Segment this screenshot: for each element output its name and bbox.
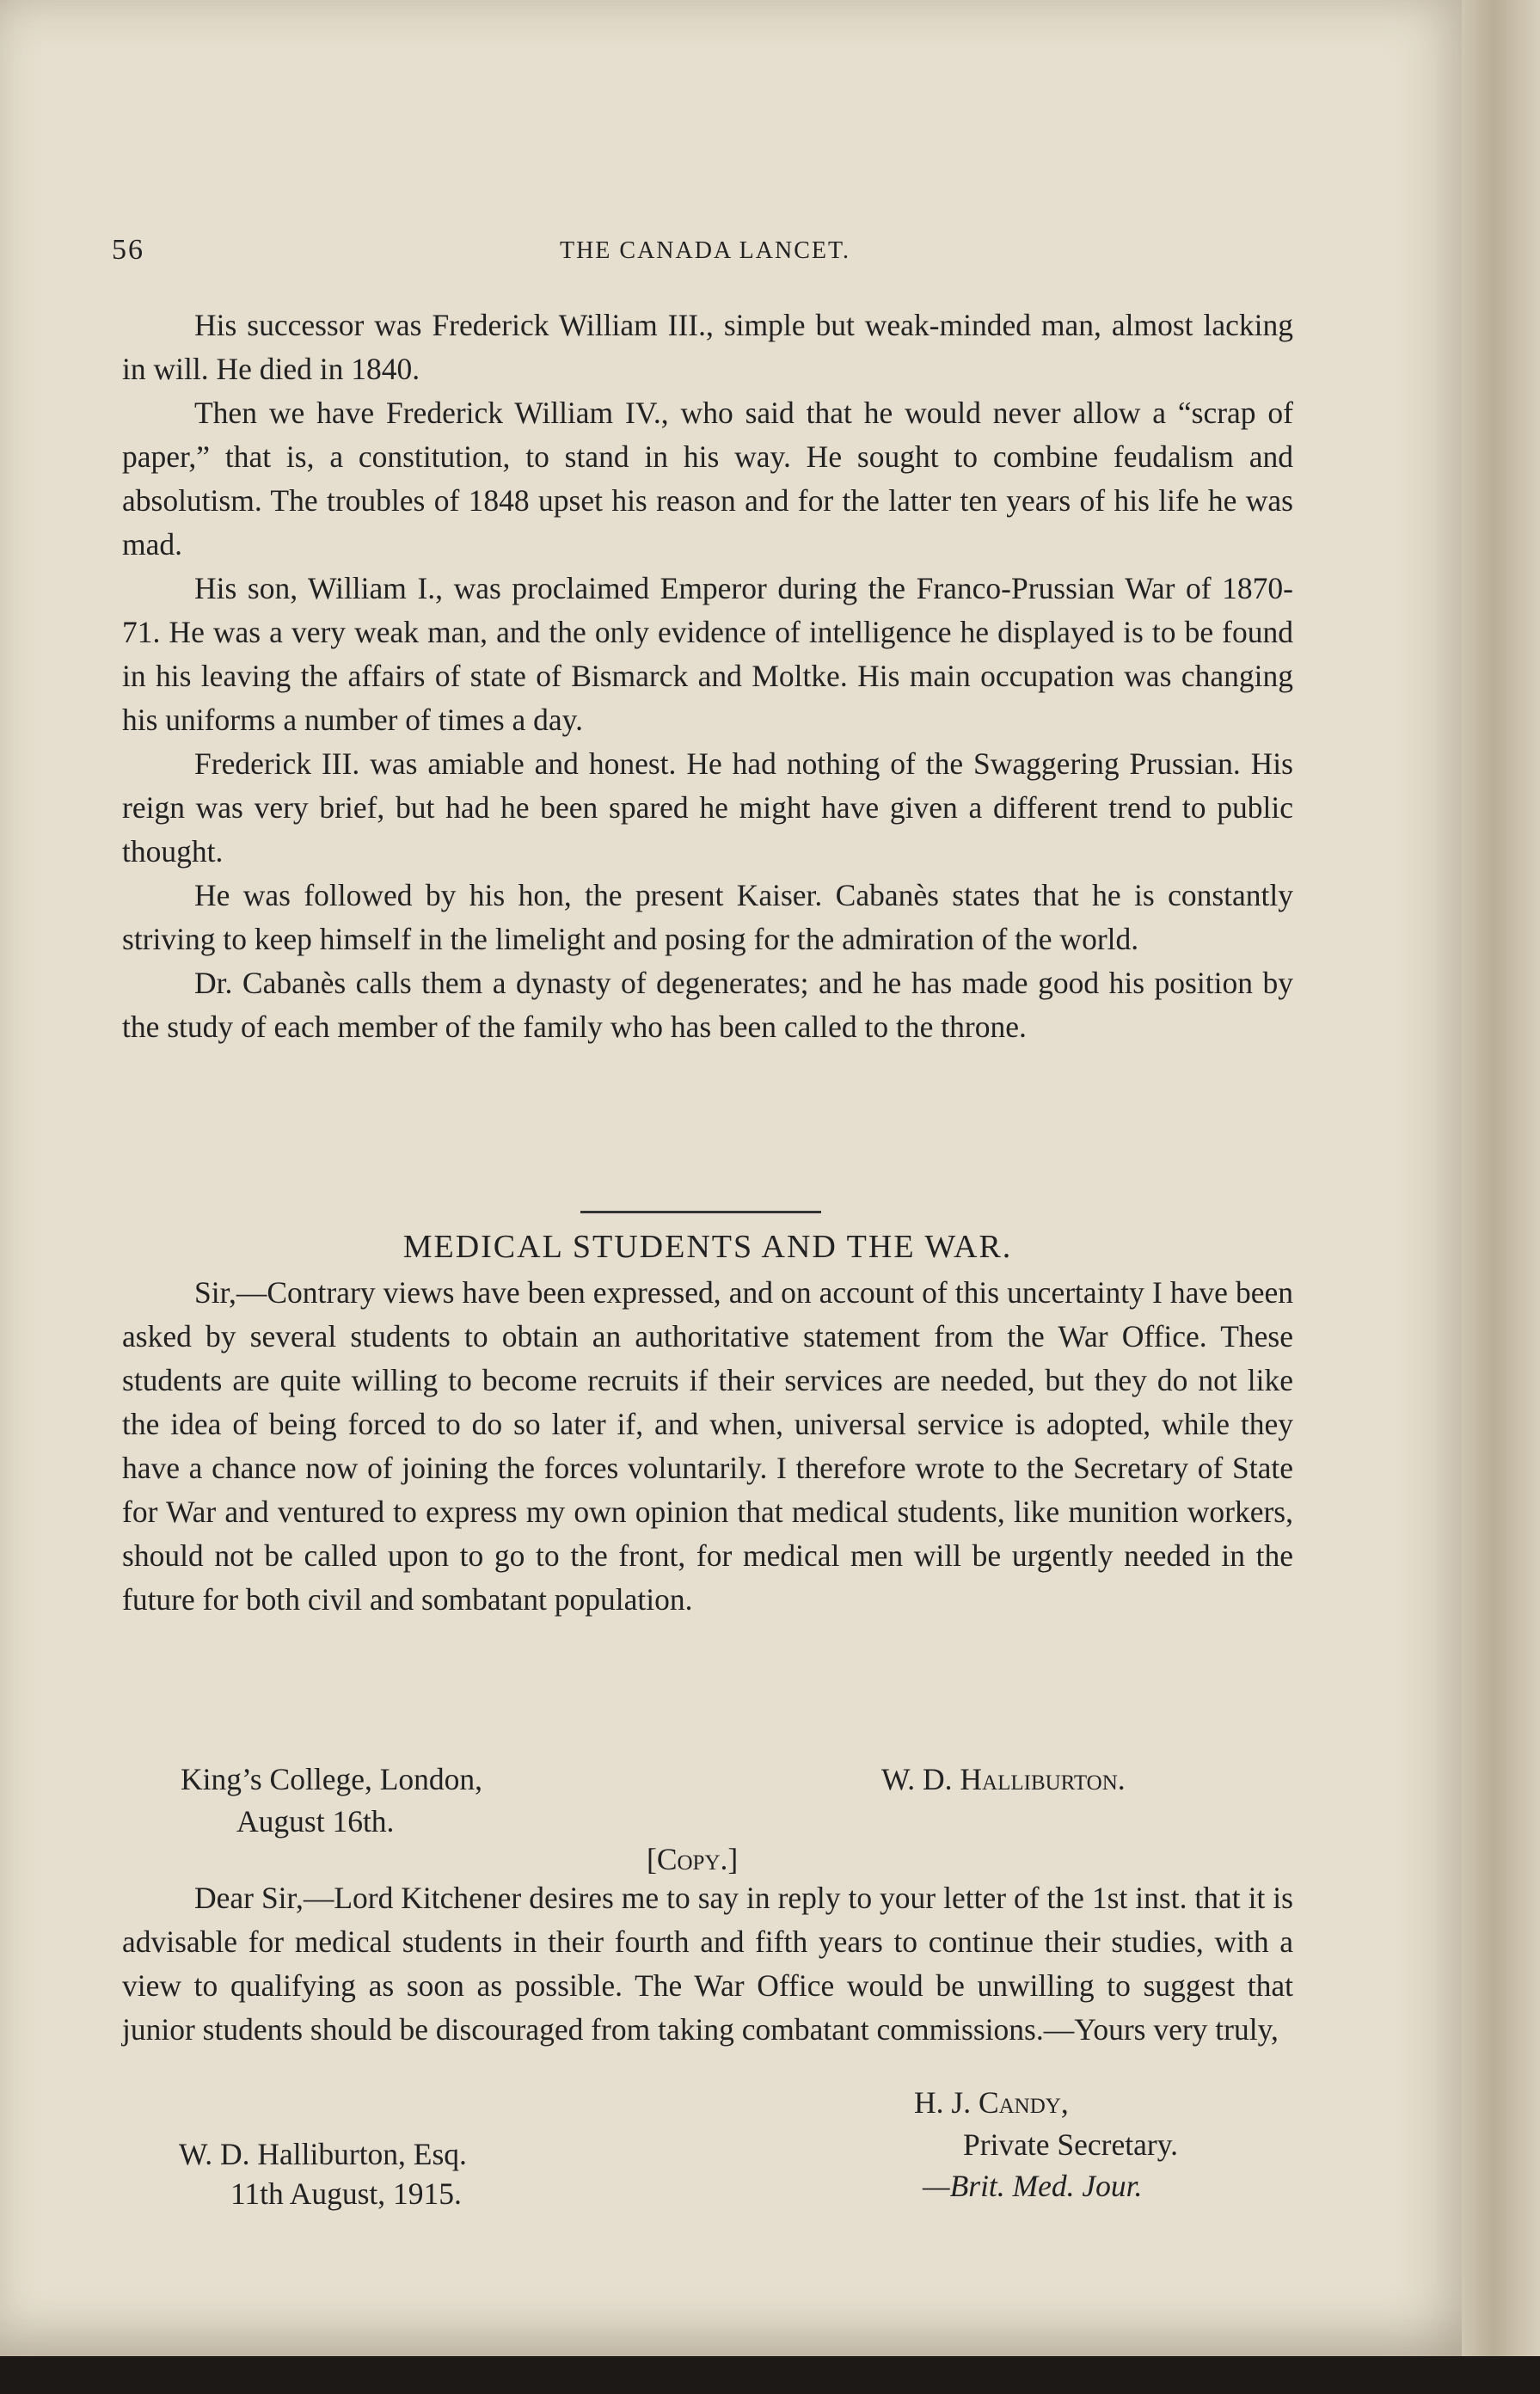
- section-heading: MEDICAL STUDENTS AND THE WAR.: [402, 1229, 1013, 1265]
- running-title: THE CANADA LANCET.: [559, 237, 850, 264]
- article-body: [122, 304, 1293, 1049]
- copy-label: [Copy.]: [647, 1842, 739, 1876]
- paragraph: Dr. Cabanès calls them a dynasty of degenerates; and he has made good his position by the study of each member of the family who has been called to the throne.: [122, 966, 1293, 1044]
- reply-body: [122, 1876, 1293, 2052]
- addressee: W. D. Halliburton, Esq.: [179, 2137, 467, 2171]
- page-bottom-shadow: [0, 2356, 1540, 2394]
- source-citation: —Brit. Med. Jour.: [923, 2169, 1143, 2203]
- letter-body: [122, 1271, 1293, 1622]
- letter-signature: W. D. Halliburton.: [881, 1762, 1126, 1796]
- paragraph: His successor was Frederick William III., simple but weak-minded man, almost lacking in will. He died in 1840.: [122, 308, 1293, 386]
- running-header: [112, 234, 1298, 277]
- section-divider: [580, 1211, 821, 1213]
- page-edge: [1462, 0, 1540, 2394]
- reply-date: 11th August, 1915.: [230, 2176, 462, 2211]
- reply-paragraph: Dear Sir,—Lord Kitchener desires me to say in reply to your letter of the 1st inst. that it is advisable for medical students in their fourth and fifth years to continue their studies, with a view to qualifying as soon as possible. The War Office would be unwilling to suggest that junior students should be discouraged from taking combatant commissions.—Yours very truly,: [122, 1881, 1293, 2047]
- letter-paragraph: Sir,—Contrary views have been expressed, and on account of this uncertainty I have been asked by several students to obtain an authoritative statement from the War Office. These students are quite willing to become recruits if their services are needed, but they do not like the idea of being forced to do so later if, and when, universal service is adopted, while they have a chance now of joining the forces voluntarily. I therefore wrote to the Secretary of State for War and ventured to express my own opinion that medical students, like munition workers, should not be called upon to go to the front, for medical men will be urgently needed in the future for both civil and sombatant population.: [122, 1275, 1293, 1617]
- letter-date: August 16th.: [236, 1804, 395, 1838]
- letter-place: King’s College, London,: [181, 1762, 483, 1796]
- paragraph: He was followed by his hon, the present Kaiser. Cabanès states that he is constantly striving to keep himself in the limelight and posing for the admiration of the world.: [122, 878, 1293, 956]
- paragraph: Then we have Frederick William IV., who said that he would never allow a “scrap of paper,” that is, a constitution, to stand in his way. He sought to combine feudalism and absolutism. The troubles of 1848 upset his reason and for the latter ten years of his life he was mad.: [122, 396, 1293, 562]
- reply-signature: H. J. Candy,: [914, 2085, 1069, 2120]
- page-number: 56: [112, 234, 144, 266]
- reply-signature-title: Private Secretary.: [963, 2127, 1179, 2162]
- paragraph: His son, William I., was proclaimed Emperor during the Franco-Prussian War of 1870-71. He was a very weak man, and the only evidence of intelligence he displayed is to be found in his leaving the affairs of state of Bismarck and Moltke. His main occupation was changing his uniforms a number of times a day.: [122, 571, 1293, 737]
- paragraph: Frederick III. was amiable and honest. He had nothing of the Swaggering Prussian. His reign was very brief, but had he been spared he might have given a different trend to public thought.: [122, 746, 1293, 869]
